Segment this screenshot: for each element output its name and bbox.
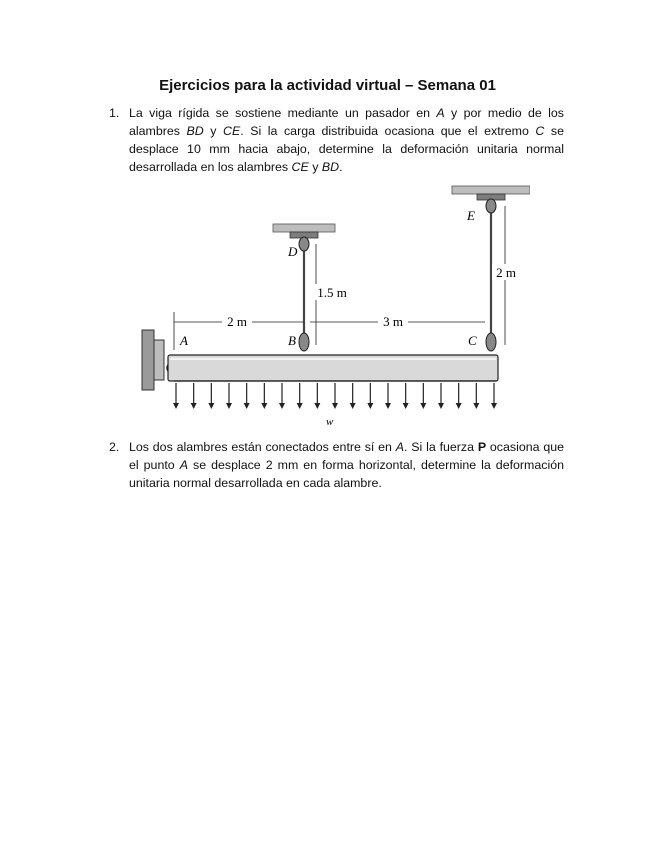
- connector-b: [299, 333, 309, 351]
- dim-label-ce: 2 m: [496, 265, 516, 280]
- problem-text: [129, 104, 564, 176]
- load-arrow-head: [456, 403, 462, 409]
- label-w: w: [326, 416, 334, 428]
- load-arrow-head: [261, 403, 267, 409]
- connector-d: [299, 237, 309, 251]
- page-title: Ejercicios para la actividad virtual – Semana 01: [159, 77, 496, 94]
- connector-c: [486, 333, 496, 351]
- problem-1: [109, 104, 564, 176]
- text-run: P: [477, 440, 487, 454]
- beam-figure: [130, 180, 530, 430]
- load-arrow-head: [191, 403, 197, 409]
- label-d: D: [288, 244, 298, 259]
- text-run: . Si la carga distribuida ocasiona que el extremo: [240, 124, 536, 138]
- connector-e: [486, 199, 496, 213]
- distributed-load: [173, 383, 497, 409]
- label-e: E: [467, 208, 475, 223]
- load-arrow-head: [279, 403, 285, 409]
- ceiling-e: [452, 186, 530, 194]
- text-run: La viga rígida se sostiene mediante un pasador en: [129, 106, 437, 120]
- load-arrow-head: [226, 403, 232, 409]
- load-arrow-head: [403, 403, 409, 409]
- text-run: .: [339, 160, 343, 174]
- text-run: se desplace 10 mm hacia abajo, determine la deformación unitaria normal desarrollada en los alambres: [129, 124, 565, 174]
- label-b: B: [288, 333, 296, 348]
- problem-text: [129, 438, 564, 492]
- load-arrow-head: [367, 403, 373, 409]
- load-arrow-head: [385, 403, 391, 409]
- text-run: y por medio de los alambres: [129, 106, 565, 138]
- text-run: C: [535, 124, 545, 138]
- text-run: BD: [186, 124, 204, 138]
- text-run: CE: [223, 124, 241, 138]
- text-run: BD: [321, 160, 340, 174]
- text-run: CE: [291, 160, 309, 174]
- beam-diagram: [130, 180, 530, 430]
- dim-label-ab: 2 m: [227, 314, 247, 329]
- load-arrow-head: [208, 403, 214, 409]
- ceiling-d: [273, 224, 335, 232]
- wall-support: [142, 330, 154, 390]
- load-arrow-head: [297, 403, 303, 409]
- text-run: y: [203, 124, 224, 138]
- label-a: A: [180, 333, 188, 348]
- problem-number: 1.: [109, 106, 120, 120]
- load-arrow-head: [314, 403, 320, 409]
- text-run: ocasiona que el punto: [129, 440, 564, 472]
- load-arrow-head: [438, 403, 444, 409]
- problem-number: 2.: [109, 440, 120, 454]
- load-arrow-head: [332, 403, 338, 409]
- dim-label-bd: 1.5 m: [317, 285, 347, 300]
- load-arrow-head: [420, 403, 426, 409]
- text-run: A: [436, 106, 445, 120]
- text-run: A: [179, 458, 188, 472]
- wall-bracket: [154, 340, 164, 380]
- text-run: Los dos alambres están conectados entre sí en: [129, 440, 396, 454]
- problem-2: [109, 438, 564, 492]
- load-arrow-head: [350, 403, 356, 409]
- text-run: . Si la fuerza: [404, 440, 478, 454]
- load-arrow-head: [244, 403, 250, 409]
- text-run: A: [395, 440, 405, 454]
- load-arrow-head: [491, 403, 497, 409]
- dim-label-bc: 3 m: [383, 314, 403, 329]
- label-c: C: [468, 333, 477, 348]
- load-arrow-head: [473, 403, 479, 409]
- text-run: se desplace 2 mm en forma horizontal, determine la deformación unitaria normal desarrollada en cada alambre.: [129, 458, 564, 490]
- text-run: y: [308, 160, 322, 174]
- load-arrow-head: [173, 403, 179, 409]
